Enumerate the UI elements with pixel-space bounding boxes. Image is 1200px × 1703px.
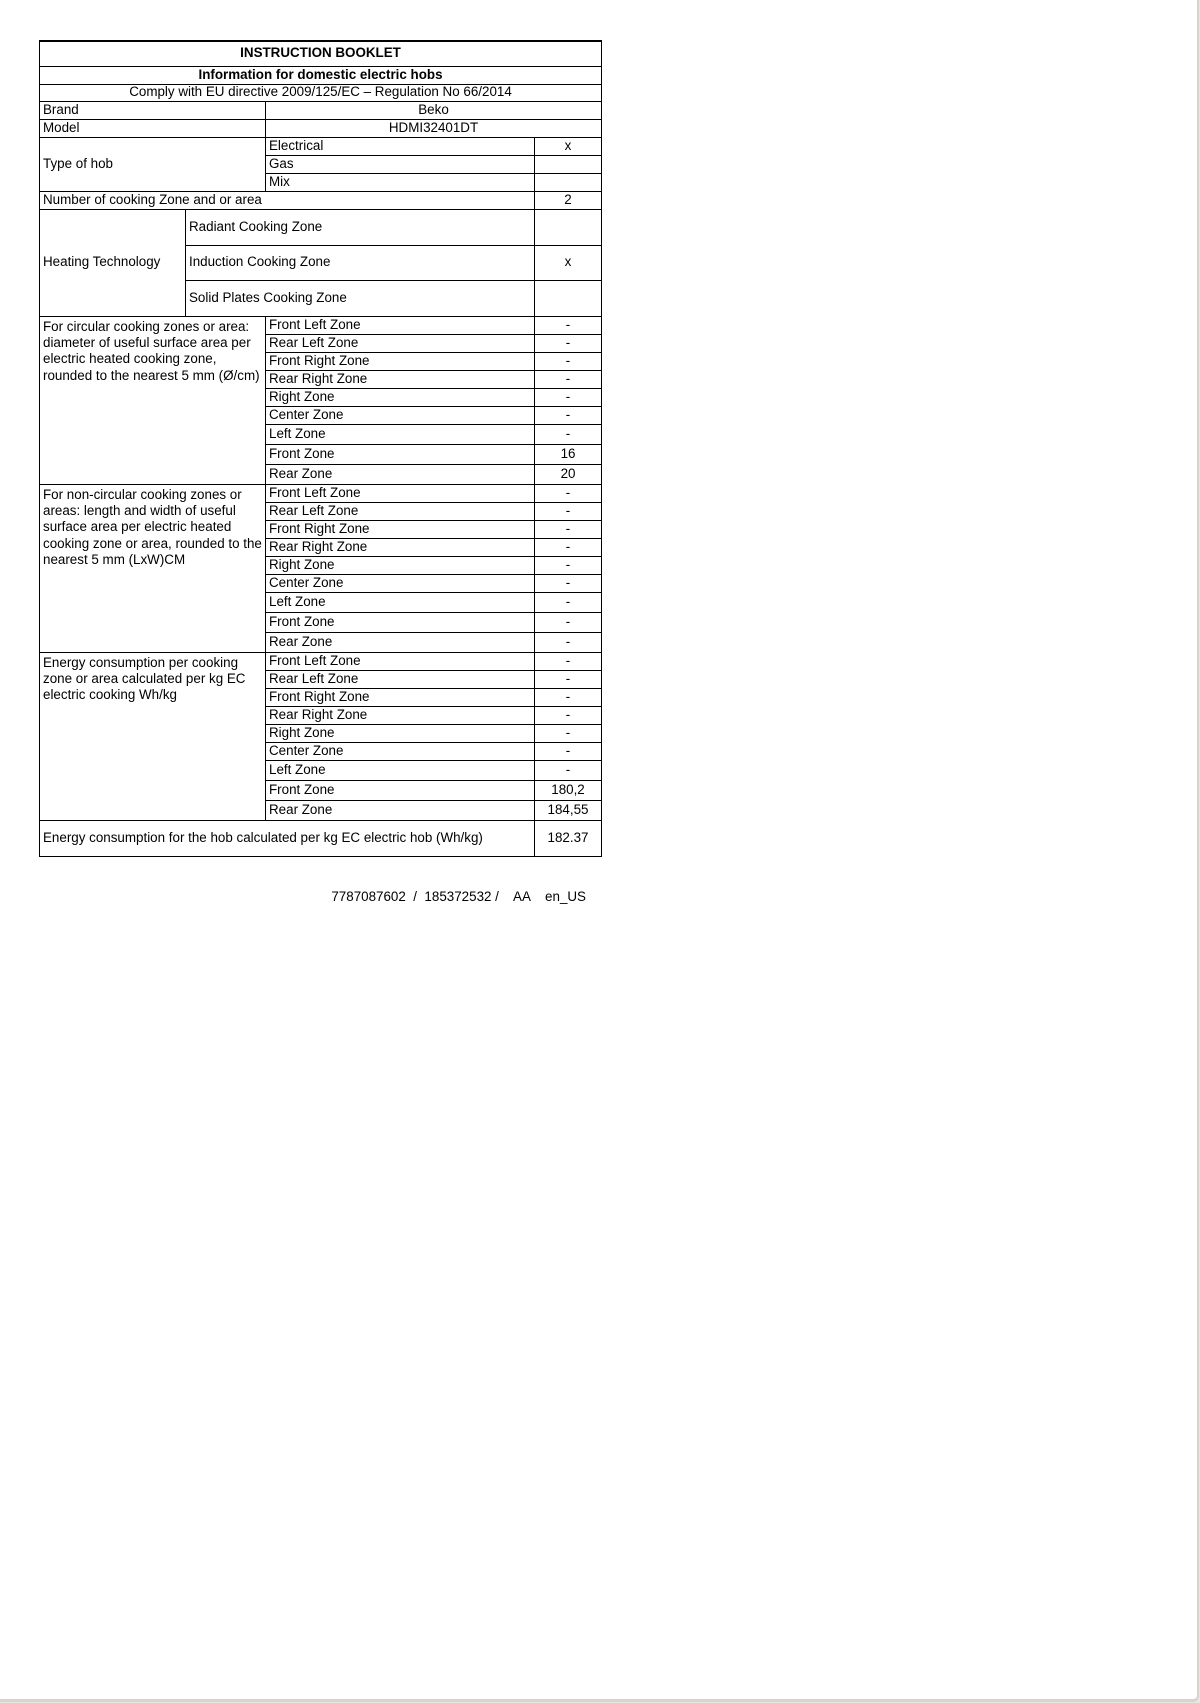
zone-value: - (535, 424, 602, 444)
hob-type-mark (535, 173, 602, 191)
model-label: Model (40, 119, 266, 137)
zone-value: - (535, 592, 602, 612)
zone-value: 16 (535, 444, 602, 464)
zone-value: - (535, 688, 602, 706)
zone-value: - (535, 556, 602, 574)
zone-value: - (535, 670, 602, 688)
zone-value: - (535, 652, 602, 670)
zone-value: 180,2 (535, 780, 602, 800)
brand-value: Beko (266, 101, 602, 119)
zone-value: - (535, 388, 602, 406)
heating-mark (535, 209, 602, 245)
zone-name: Front Zone (266, 612, 535, 632)
booklet-subtitle: Information for domestic electric hobs (40, 66, 602, 84)
zone-value: - (535, 538, 602, 556)
zone-name: Right Zone (266, 388, 535, 406)
zone-name: Rear Zone (266, 632, 535, 652)
zone-name: Left Zone (266, 424, 535, 444)
directive-text: Comply with EU directive 2009/125/EC – Regulation No 66/2014 (40, 84, 602, 101)
hob-type-option: Gas (266, 155, 535, 173)
zone-value: 20 (535, 464, 602, 484)
zone-row (40, 484, 602, 502)
zone-name: Left Zone (266, 760, 535, 780)
zone-value: - (535, 502, 602, 520)
zone-name: Rear Right Zone (266, 706, 535, 724)
zone-name: Front Right Zone (266, 352, 535, 370)
heating-mark (535, 280, 602, 316)
hob-type-option: Electrical (266, 137, 535, 155)
zone-value: - (535, 632, 602, 652)
hob-energy-label: Energy consumption for the hob calculated per kg EC electric hob (Wh/kg) (40, 820, 535, 856)
zones-count-label: Number of cooking Zone and or area (40, 191, 535, 209)
zone-name: Rear Left Zone (266, 502, 535, 520)
circular-zones-label: For circular cooking zones or area: diameter of useful surface area per electric heated cooking zone, rounded to the nearest 5 mm (Ø/cm) (40, 316, 266, 484)
zone-name: Front Left Zone (266, 652, 535, 670)
brand-label: Brand (40, 101, 266, 119)
zone-value: - (535, 520, 602, 538)
hob-type-label: Type of hob (40, 137, 266, 191)
zone-name: Rear Left Zone (266, 334, 535, 352)
document-footer-code: 7787087602 / 185372532 / AA en_US (331, 889, 586, 904)
zone-name: Rear Zone (266, 464, 535, 484)
hob-energy-value: 182.37 (535, 820, 602, 856)
zone-value: - (535, 574, 602, 592)
zone-name: Center Zone (266, 742, 535, 760)
zone-value: - (535, 706, 602, 724)
zone-name: Left Zone (266, 592, 535, 612)
zone-row (40, 316, 602, 334)
zone-name: Rear Left Zone (266, 670, 535, 688)
zone-name: Rear Right Zone (266, 538, 535, 556)
zones-count-value: 2 (535, 191, 602, 209)
zone-value: - (535, 334, 602, 352)
zone-name: Front Left Zone (266, 484, 535, 502)
hob-type-option: Mix (266, 173, 535, 191)
zone-value: - (535, 760, 602, 780)
zone-name: Front Zone (266, 444, 535, 464)
zone-value: - (535, 724, 602, 742)
heating-option: Solid Plates Cooking Zone (186, 280, 535, 316)
zone-energy-label: Energy consumption per cooking zone or area calculated per kg EC electric cooking Wh/kg (40, 652, 266, 820)
product-fiche (39, 40, 600, 904)
zone-name: Rear Zone (266, 800, 535, 820)
zone-value: 184,55 (535, 800, 602, 820)
zone-name: Rear Right Zone (266, 370, 535, 388)
zone-row (40, 652, 602, 670)
zone-name: Front Right Zone (266, 688, 535, 706)
heating-mark: x (535, 245, 602, 280)
zone-name: Front Left Zone (266, 316, 535, 334)
zone-value: - (535, 316, 602, 334)
hob-type-mark (535, 155, 602, 173)
zone-value: - (535, 352, 602, 370)
zone-name: Right Zone (266, 724, 535, 742)
zone-value: - (535, 484, 602, 502)
zone-name: Front Right Zone (266, 520, 535, 538)
zone-name: Front Zone (266, 780, 535, 800)
hob-type-mark: x (535, 137, 602, 155)
heating-technology-label: Heating Technology (40, 209, 186, 316)
zone-value: - (535, 370, 602, 388)
model-value: HDMI32401DT (266, 119, 602, 137)
noncircular-zones-label: For non-circular cooking zones or areas: length and width of useful surface area per electric heated cooking zone or area, rounded to the nearest 5 mm (LxW)CM (40, 484, 266, 652)
zone-name: Right Zone (266, 556, 535, 574)
heating-option: Radiant Cooking Zone (186, 209, 535, 245)
zone-name: Center Zone (266, 574, 535, 592)
booklet-title: INSTRUCTION BOOKLET (40, 41, 602, 66)
zone-value: - (535, 406, 602, 424)
hob-information-table (39, 40, 602, 857)
zone-value: - (535, 742, 602, 760)
heating-option: Induction Cooking Zone (186, 245, 535, 280)
zone-value: - (535, 612, 602, 632)
zone-name: Center Zone (266, 406, 535, 424)
